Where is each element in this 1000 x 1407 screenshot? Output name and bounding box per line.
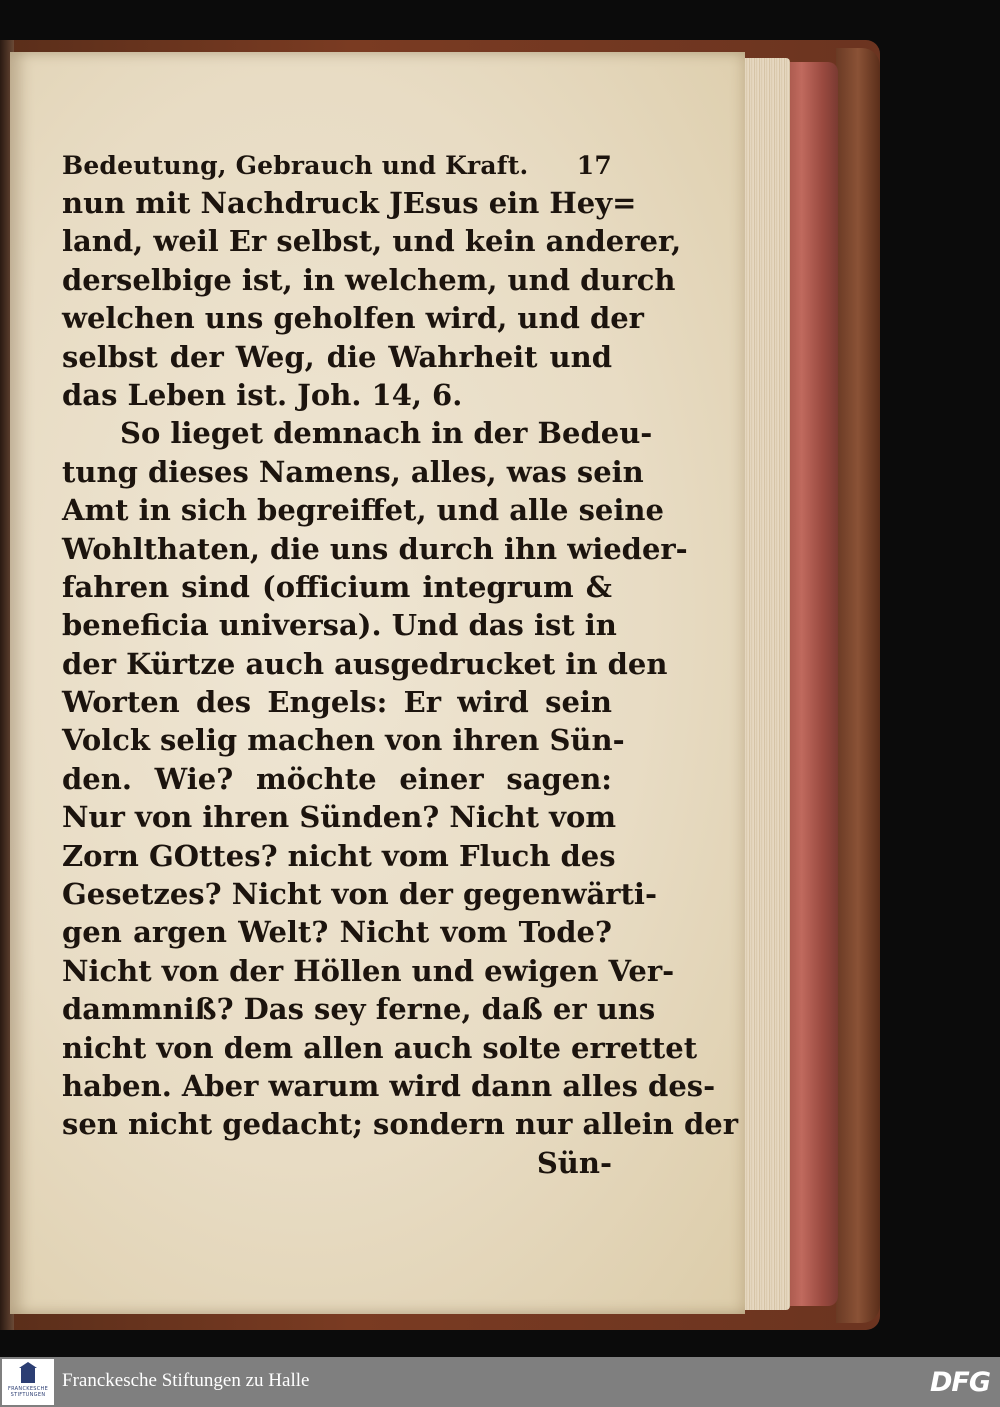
- institution-logo[interactable]: [2, 1359, 54, 1405]
- running-head: [62, 148, 612, 184]
- red-page-edge: [786, 62, 838, 1306]
- text-line: Zorn GOttes? nicht vom Fluch des: [62, 838, 616, 873]
- catchword: Sün-: [536, 1145, 612, 1180]
- text-line: Volck selig machen von ihren Sün-: [62, 723, 625, 758]
- running-head-title: Bedeutung, Gebrauch und Kraft.: [62, 151, 529, 180]
- logo-caption: FRANCKESCHE STIFTUNGEN: [7, 1386, 49, 1398]
- text-line: Wohlthaten, die uns durch ihn wieder-: [62, 531, 688, 566]
- book-page: [10, 52, 745, 1314]
- text-line: nicht von dem allen auch solte errettet: [62, 1030, 698, 1065]
- text-line: So lieget demnach in der Bedeu-: [120, 416, 653, 451]
- text-line: dammniß? Das sey ferne, daß er uns: [62, 992, 656, 1027]
- text-line: land, weil Er selbst, und kein anderer,: [62, 224, 682, 259]
- text-line: das Leben ist. Joh. 14, 6.: [62, 377, 463, 412]
- text-line: nun mit Nachdruck JEsus ein Hey=: [62, 186, 637, 220]
- text-line: Nicht von der Höllen und ewigen Ver-: [62, 953, 675, 988]
- building-icon: [21, 1367, 35, 1383]
- text-line: Gesetzes? Nicht von der gegenwärti-: [62, 877, 657, 912]
- text-line: den. Wie? möchte einer sagen:: [62, 761, 612, 796]
- dfg-logo[interactable]: DFG: [930, 1367, 991, 1398]
- page-number: 17: [576, 151, 612, 180]
- cover-edge: [836, 48, 880, 1323]
- text-line: selbst der Weg, die Wahrheit und: [62, 339, 612, 374]
- text-line: beneficia universa). Und das ist in: [62, 608, 617, 643]
- text-line: Amt in sich begreiffet, und alle seine: [62, 493, 664, 528]
- page-text: [62, 148, 738, 1182]
- text-line: Nur von ihren Sünden? Nicht vom: [62, 800, 617, 835]
- text-line: sen nicht gedacht; sondern nur allein der: [62, 1107, 738, 1142]
- text-line: fahren sind (officium integrum &: [62, 569, 612, 604]
- text-line: Worten des Engels: Er wird sein: [62, 685, 612, 720]
- text-line: haben. Aber warum wird dann alles des-: [62, 1068, 716, 1103]
- text-line: derselbige ist, in welchem, und durch: [62, 262, 676, 297]
- text-line: gen argen Welt? Nicht vom Tode?: [62, 915, 612, 950]
- text-line: tung dieses Namens, alles, was sein: [62, 454, 644, 489]
- text-line: der Kürtze auch ausgedrucket in den: [62, 646, 668, 681]
- institution-name[interactable]: Franckesche Stiftungen zu Halle: [62, 1370, 310, 1391]
- text-line: welchen uns geholfen wird, und der: [62, 301, 644, 336]
